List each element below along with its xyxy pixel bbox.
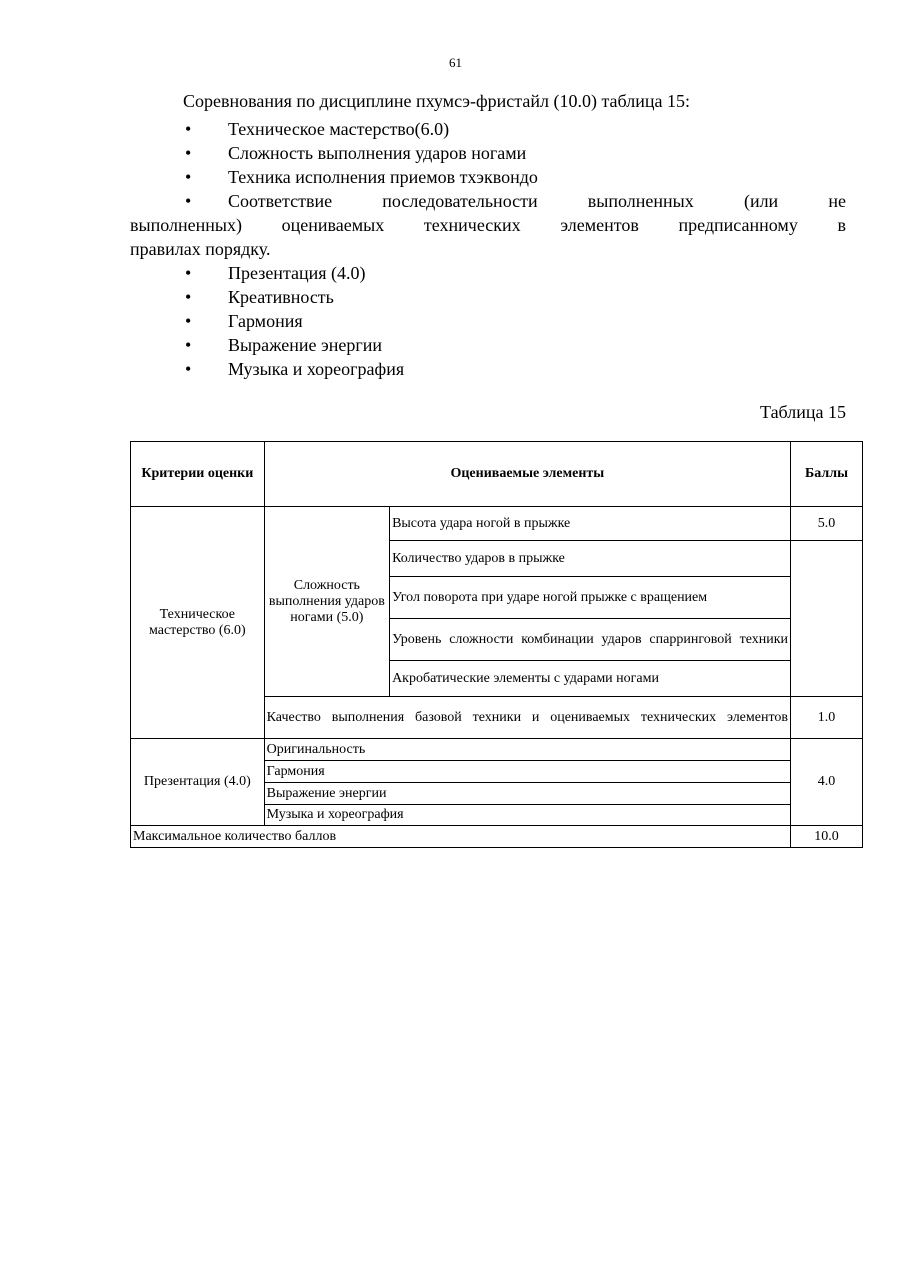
bullet-icon: • (185, 263, 192, 283)
page-number: 61 (449, 55, 462, 70)
element-cell: Музыка и хореография (264, 805, 790, 826)
list-item: • Гармония (185, 311, 303, 331)
bullet-icon: • (185, 143, 192, 163)
bullet-icon: • (185, 311, 192, 331)
total-points: 10.0 (791, 826, 863, 848)
bullet-icon: • (185, 359, 192, 379)
element-cell: Уровень сложности комбинации ударов спарринговой техники (390, 619, 791, 661)
table-row (131, 507, 863, 541)
element-cell: Оригинальность (264, 739, 790, 761)
element-cell: Высота удара ногой в прыжке (390, 507, 791, 541)
bullet-icon: • (185, 167, 192, 187)
points-cell: 4.0 (791, 739, 863, 826)
points-cell: 5.0 (791, 507, 863, 541)
header-criteria: Критерии оценки (131, 442, 265, 507)
criterion-technical: Техническое мастерство (6.0) (131, 507, 265, 739)
list-item: • Сложность выполнения ударов ногами (185, 143, 527, 163)
element-cell: Качество выполнения базовой техники и оцениваемых технических элементов (264, 697, 790, 739)
list-item-long: • Соответствие последовательности выполненных (или не выполненных) оцениваемых технических элементов предписанному в правилах порядку. (130, 191, 846, 259)
list-item: • Презентация (4.0) (185, 263, 366, 283)
header-points: Баллы (791, 442, 863, 507)
element-cell: Акробатические элементы с ударами ногами (390, 661, 791, 697)
element-cell: Выражение энергии (264, 783, 790, 805)
list-item: • Креативность (185, 287, 334, 307)
points-cell: 1.0 (791, 697, 863, 739)
group-kick-complexity: Сложность выполнения ударов ногами (5.0) (264, 507, 389, 697)
total-label: Максимальное количество баллов (131, 826, 791, 848)
bullet-icon: • (185, 191, 192, 211)
list-item: • Музыка и хореография (185, 359, 405, 379)
table-total-row (131, 826, 863, 848)
bullet-icon: • (185, 119, 192, 139)
scoring-table (130, 441, 863, 848)
intro-paragraph: Соревнования по дисциплине пхумсэ-фристайл (10.0) таблица 15: (183, 91, 690, 111)
bullet-list (130, 117, 846, 381)
element-cell: Угол поворота при ударе ногой прыжке с вращением (390, 577, 791, 619)
criterion-presentation: Презентация (4.0) (131, 739, 265, 826)
table-caption: Таблица 15 (760, 402, 846, 422)
bullet-icon: • (185, 335, 192, 355)
table-row (131, 739, 863, 761)
element-cell: Количество ударов в прыжке (390, 541, 791, 577)
header-elements: Оцениваемые элементы (264, 442, 790, 507)
list-item: • Техника исполнения приемов тхэквондо (185, 167, 538, 187)
table-header-row (131, 442, 863, 507)
bullet-icon: • (185, 287, 192, 307)
list-item: • Техническое мастерство(6.0) (185, 119, 450, 139)
element-cell: Гармония (264, 761, 790, 783)
points-cell-empty (791, 541, 863, 697)
list-item: • Выражение энергии (185, 335, 383, 355)
